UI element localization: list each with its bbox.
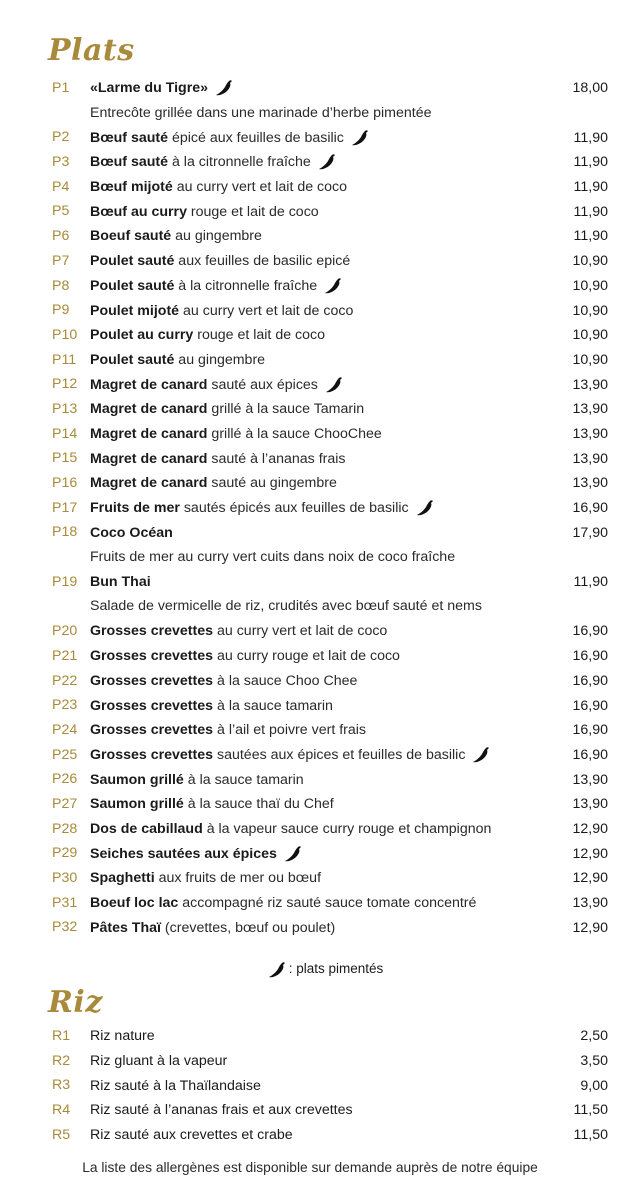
menu-item [0,817,620,842]
menu-item-price: 17,90 [572,524,608,541]
menu-item [0,1024,620,1049]
menu-item-name: Riz sauté à l’ananas frais et aux crevettes [90,1102,353,1119]
menu-item-code: P17 [52,499,78,516]
menu-item-title [90,574,151,590]
menu-item-title [90,870,321,886]
chili-pepper-icon [471,746,491,764]
menu-item-description: à la sauce Choo Chee [213,672,358,689]
menu-item [0,693,620,718]
menu-item-title [90,1028,155,1044]
menu-item-name: Magret de canard [90,475,208,492]
menu-item-row [90,570,608,595]
menu-item-code: R5 [52,1126,71,1143]
menu-item-name: Magret de canard [90,425,208,442]
menu-item-description: au gingembre [171,228,262,245]
menu-item [0,323,620,348]
menu-item-title [90,352,265,368]
menu-item-price: 13,90 [572,376,608,393]
menu-item-description: à la citronnelle fraîche [168,154,311,171]
menu-item-name: Poulet au curry [90,327,194,344]
menu-item-price: 16,90 [572,672,608,689]
menu-item-price: 12,90 [572,820,608,837]
menu-item-code: P11 [52,351,77,368]
menu-item-name: «Larme du Tigre» [90,80,209,97]
menu-item-row [90,1098,608,1123]
menu-item-price: 13,90 [572,450,608,467]
menu-item [0,669,620,694]
chili-pepper-icon [324,376,344,394]
menu-item-price: 13,90 [572,796,608,813]
menu-item-row [90,372,608,397]
menu-item-row [90,496,608,521]
menu-item-description: au curry vert et lait de coco [172,179,348,196]
menu-item-code: P19 [52,573,78,590]
menu-item-code: R3 [52,1077,71,1094]
menu-item-description: sauté à l’ananas frais [207,450,346,467]
menu-item-row [90,175,608,200]
menu-item-row [90,397,608,422]
menu-item-row [90,125,608,150]
menu-item-description: rouge et lait de coco [193,327,326,344]
menu-item-row [90,915,608,940]
menu-item-name: Boeuf loc lac [90,895,179,912]
menu-item-code: P31 [52,894,78,911]
menu-item-name: Bun Thai [90,574,151,591]
menu-item-description: (crevettes, bœuf ou poulet) [160,919,336,936]
menu-item-code: P18 [52,524,78,541]
menu-item-row [90,841,608,866]
menu-item-row [90,619,608,644]
menu-item-name: Fruits de mer [90,500,180,517]
menu-item-description: aux feuilles de basilic epicé [174,253,351,270]
menu-item-row [90,767,608,792]
menu-item-row [90,150,608,175]
menu-item [0,792,620,817]
menu-item-name: Bœuf sauté [90,129,169,146]
chili-pepper-icon [267,961,287,979]
menu-item-subtitle: Fruits de mer au curry vert cuits dans noix de coco fraîche [90,549,456,566]
menu-item-name: Poulet sauté [90,277,175,294]
menu-item-name: Bœuf au curry [90,203,187,220]
menu-item-row [90,298,608,323]
menu-item-description: au curry vert et lait de coco [179,302,354,319]
menu-item-price: 16,90 [572,648,608,665]
menu-item-price: 11,50 [573,1127,608,1144]
menu-item-description: à l’ail et poivre vert frais [213,722,367,739]
menu-item-row [90,891,608,916]
menu-item [0,767,620,792]
chili-pepper-icon [317,153,337,171]
menu-item [0,372,620,397]
menu-item-row [90,224,608,249]
menu-item-title [90,525,173,541]
menu-item-description: à la vapeur sauce curry rouge et champignon [202,820,492,837]
menu-item-name: Grosses crevettes [90,648,214,665]
menu-item-code: P12 [52,376,78,393]
menu-item-row [90,1049,608,1074]
menu-item [0,199,620,224]
menu-item-price: 18,00 [572,80,608,97]
menu-item-code: P1 [52,80,70,96]
menu-item-code: P29 [52,845,78,862]
menu-item-title [90,772,304,788]
menu-item-title [90,80,208,96]
menu-item-code: P2 [52,129,70,146]
menu-item-price: 13,90 [572,425,608,442]
menu-item-title [90,327,325,343]
menu-item [0,446,620,471]
menu-item-row [90,249,608,274]
menu-item-description: aux fruits de mer ou bœuf [154,870,322,887]
menu-item [0,1123,620,1148]
menu-item-title [90,821,491,837]
menu-item-row [90,743,608,768]
menu-item [0,397,620,422]
menu-item-name: Magret de canard [90,376,208,393]
menu-item-title [90,1053,227,1069]
menu-item-row [90,644,608,669]
chili-pepper-icon [283,845,303,863]
menu-item-title [90,623,387,639]
menu-item-price: 12,90 [572,919,608,936]
menu-item-name: Saumon grillé [90,796,184,813]
menu-item-code: P32 [52,919,78,936]
menu-item-row [90,323,608,348]
menu-item-price: 13,90 [572,475,608,492]
menu-item-code: P10 [52,326,78,343]
menu-item [0,298,620,323]
menu-item-code: P27 [52,795,78,812]
menu-item-description: à la sauce thaï du Chef [183,796,334,813]
menu-item-code: P9 [52,302,70,319]
menu-item-price: 2,50 [580,1028,608,1045]
menu-item [0,866,620,891]
menu-item-description: sautés épicés aux feuilles de basilic [179,500,409,517]
menu-item-price: 10,90 [572,302,608,319]
menu-item-title [90,426,382,442]
menu-item-name: Poulet sauté [90,351,175,368]
menu-item-code: P20 [52,623,78,640]
menu-item-row [90,471,608,496]
menu-item-title [90,747,465,763]
menu-item-description: grillé à la sauce ChooChee [207,425,382,442]
menu-item-code: P4 [52,178,70,195]
menu-item-description: sauté au gingembre [207,475,337,492]
menu-item-title [90,130,344,146]
menu-item-price: 11,90 [573,154,608,171]
menu-item-row [90,76,608,101]
menu-item-code: P25 [52,746,78,763]
menu-item [0,76,620,125]
menu-item-name: Riz sauté aux crevettes et crabe [90,1127,293,1144]
menu-item-code: P16 [52,475,78,491]
menu-item-description: au gingembre [174,351,266,368]
menu-item-price: 10,90 [572,253,608,270]
menu-item-code: P26 [52,771,78,788]
menu-item-price: 16,90 [572,697,608,714]
menu-item-subtitle: Salade de vermicelle de riz, crudités avec bœuf sauté et nems [90,598,482,615]
menu-item [0,1049,620,1074]
menu-item [0,718,620,743]
menu-item-code: P6 [52,228,70,245]
menu-item-description: sauté aux épices [207,376,318,393]
menu-item-price: 10,90 [572,277,608,294]
menu-item-title [90,179,347,195]
plats-section-title: Plats [48,33,135,68]
menu-item-code: R1 [52,1028,71,1045]
menu-item-title [90,401,364,417]
menu-item-price: 11,90 [573,228,608,245]
menu-item-title [90,303,353,319]
menu-item-title [90,228,262,244]
menu-item-title [90,722,366,738]
menu-item-name: Magret de canard [90,401,208,418]
spicy-legend-text: : plats pimentés [288,961,384,977]
menu-item-name: Poulet sauté [90,253,175,270]
chili-pepper-icon [214,79,234,97]
menu-item-price: 16,90 [572,722,608,739]
menu-item-row [90,817,608,842]
menu-item-title [90,475,337,491]
menu-item-name: Boeuf sauté [90,228,172,245]
menu-item-name: Seiches sautées aux épices [90,845,277,862]
menu-item-price: 11,90 [573,179,608,196]
menu-item-title [90,451,346,467]
menu-item-price: 12,90 [572,845,608,862]
menu-item [0,471,620,496]
menu-item [0,224,620,249]
menu-item-name: Grosses crevettes [90,722,214,739]
menu-item [0,496,620,521]
menu-item-code: P24 [52,721,78,738]
menu-item-name: Poulet mijoté [90,302,180,319]
menu-item [0,743,620,768]
menu-item-description: à la sauce tamarin [213,697,333,714]
menu-item-description: à la citronnelle fraîche [174,277,318,294]
menu-item-code: P22 [52,672,78,689]
menu-item-title [90,377,318,393]
menu-item [0,619,620,644]
allergen-footer-note: La liste des allergènes est disponible sur demande auprès de notre équipe [82,1160,538,1175]
menu-item [0,1098,620,1123]
menu-item-description: grillé à la sauce Tamarin [207,401,365,418]
menu-item-code: P23 [52,697,78,714]
menu-item [0,891,620,916]
menu-item-name: Coco Océan [90,524,173,541]
menu-item-row [90,199,608,224]
menu-item-title [90,253,350,269]
menu-item-title [90,698,333,714]
menu-item-title [90,846,277,862]
menu-item [0,644,620,669]
menu-item-description: accompagné riz sauté sauce tomate concentré [178,895,477,912]
menu-item [0,520,620,569]
menu-item-title [90,648,400,664]
menu-item-price: 13,90 [572,401,608,418]
menu-item-name: Spaghetti [90,870,155,887]
menu-item-name: Bœuf sauté [90,154,169,171]
menu-item-description: à la sauce tamarin [183,771,304,788]
menu-item-code: P8 [52,277,70,294]
menu-item-title [90,920,335,936]
menu-item-name: Saumon grillé [90,771,184,788]
menu-item [0,150,620,175]
menu-item-price: 13,90 [572,771,608,788]
menu-item-code: P21 [52,647,78,664]
menu-item-name: Riz nature [90,1028,155,1045]
menu-item-name: Riz gluant à la vapeur [90,1053,228,1070]
menu-item-description: rouge et lait de coco [186,203,319,220]
chili-pepper-icon [350,129,370,147]
riz-list [0,1024,620,1147]
menu-item-title [90,154,311,170]
spicy-legend [0,958,620,980]
menu-item-row [90,792,608,817]
menu-item-row [90,520,608,545]
menu-item [0,249,620,274]
menu-item [0,175,620,200]
menu-item-code: P30 [52,870,78,886]
menu-item-code: P13 [52,400,78,417]
menu-item-name: Grosses crevettes [90,746,214,763]
menu-item [0,841,620,866]
plats-list [0,76,620,940]
menu-item-title [90,1127,293,1143]
menu-item-title [90,500,409,516]
menu-item-title [90,796,334,812]
menu-item [0,348,620,373]
chili-pepper-icon [415,499,435,517]
menu-item-price: 11,90 [573,129,608,146]
menu-item-code: P3 [52,154,70,171]
menu-item-row [90,866,608,891]
riz-section-title: Riz [48,985,103,1021]
menu-item [0,125,620,150]
menu-item-name: Bœuf mijoté [90,179,173,196]
menu-item-row [90,1024,608,1049]
menu-item-code: P5 [52,203,70,220]
menu-item-row [90,422,608,447]
menu-item-code: P28 [52,820,78,837]
menu-item-price: 16,90 [572,500,608,517]
menu-item-price: 13,90 [572,895,608,912]
menu-item-price: 3,50 [580,1053,608,1070]
menu-item [0,915,620,940]
menu-item-description: au curry rouge et lait de coco [213,648,400,665]
menu-item-code: P7 [52,252,70,269]
menu-item-name: Pâtes Thaï [90,919,161,936]
menu-item-name: Grosses crevettes [90,672,214,689]
menu-item-title [90,895,476,911]
menu-item-name: Magret de canard [90,450,208,467]
menu-item-row [90,1123,608,1148]
menu-item-price: 10,90 [572,351,608,368]
menu-item-price: 11,50 [573,1102,608,1119]
chili-pepper-icon [323,277,343,295]
menu-item-price: 10,90 [572,327,608,344]
menu-item-price: 11,90 [573,203,608,220]
menu-item-price: 16,90 [572,746,608,763]
menu-item-title [90,204,319,220]
menu-item-row [90,1073,608,1098]
menu-item-row [90,348,608,373]
menu-item-description: sautées aux épices et feuilles de basilic [213,746,466,763]
menu-item-row [90,274,608,299]
menu-item [0,274,620,299]
menu-item [0,1073,620,1098]
menu-item-name: Riz sauté à la Thaïlandaise [90,1077,261,1094]
menu-item-code: P14 [52,425,78,442]
menu-item-title [90,278,317,294]
menu-item-price: 11,90 [573,574,608,591]
menu-item-row [90,446,608,471]
menu-item-price: 12,90 [572,870,608,887]
menu-item-code: R2 [52,1052,71,1069]
menu-item-row [90,693,608,718]
menu-item-code: R4 [52,1102,71,1119]
menu-item-row [90,669,608,694]
menu-item-row [90,718,608,743]
menu-item-name: Grosses crevettes [90,623,214,640]
menu-item-subtitle: Entrecôte grillée dans une marinade d’herbe pimentée [90,104,432,121]
menu-item-name: Grosses crevettes [90,697,214,714]
menu-item [0,570,620,619]
menu-item-description: au curry vert et lait de coco [213,623,388,640]
menu-item-description: épicé aux feuilles de basilic [168,129,344,146]
menu-item-price: 16,90 [572,623,608,640]
menu-item-name: Dos de cabillaud [90,820,203,837]
menu-item-code: P15 [52,450,78,467]
menu-item-title [90,673,357,689]
menu-item-price: 9,00 [580,1077,608,1094]
menu-item-title [90,1078,261,1094]
menu-item-title [90,1102,353,1118]
menu-item [0,422,620,447]
